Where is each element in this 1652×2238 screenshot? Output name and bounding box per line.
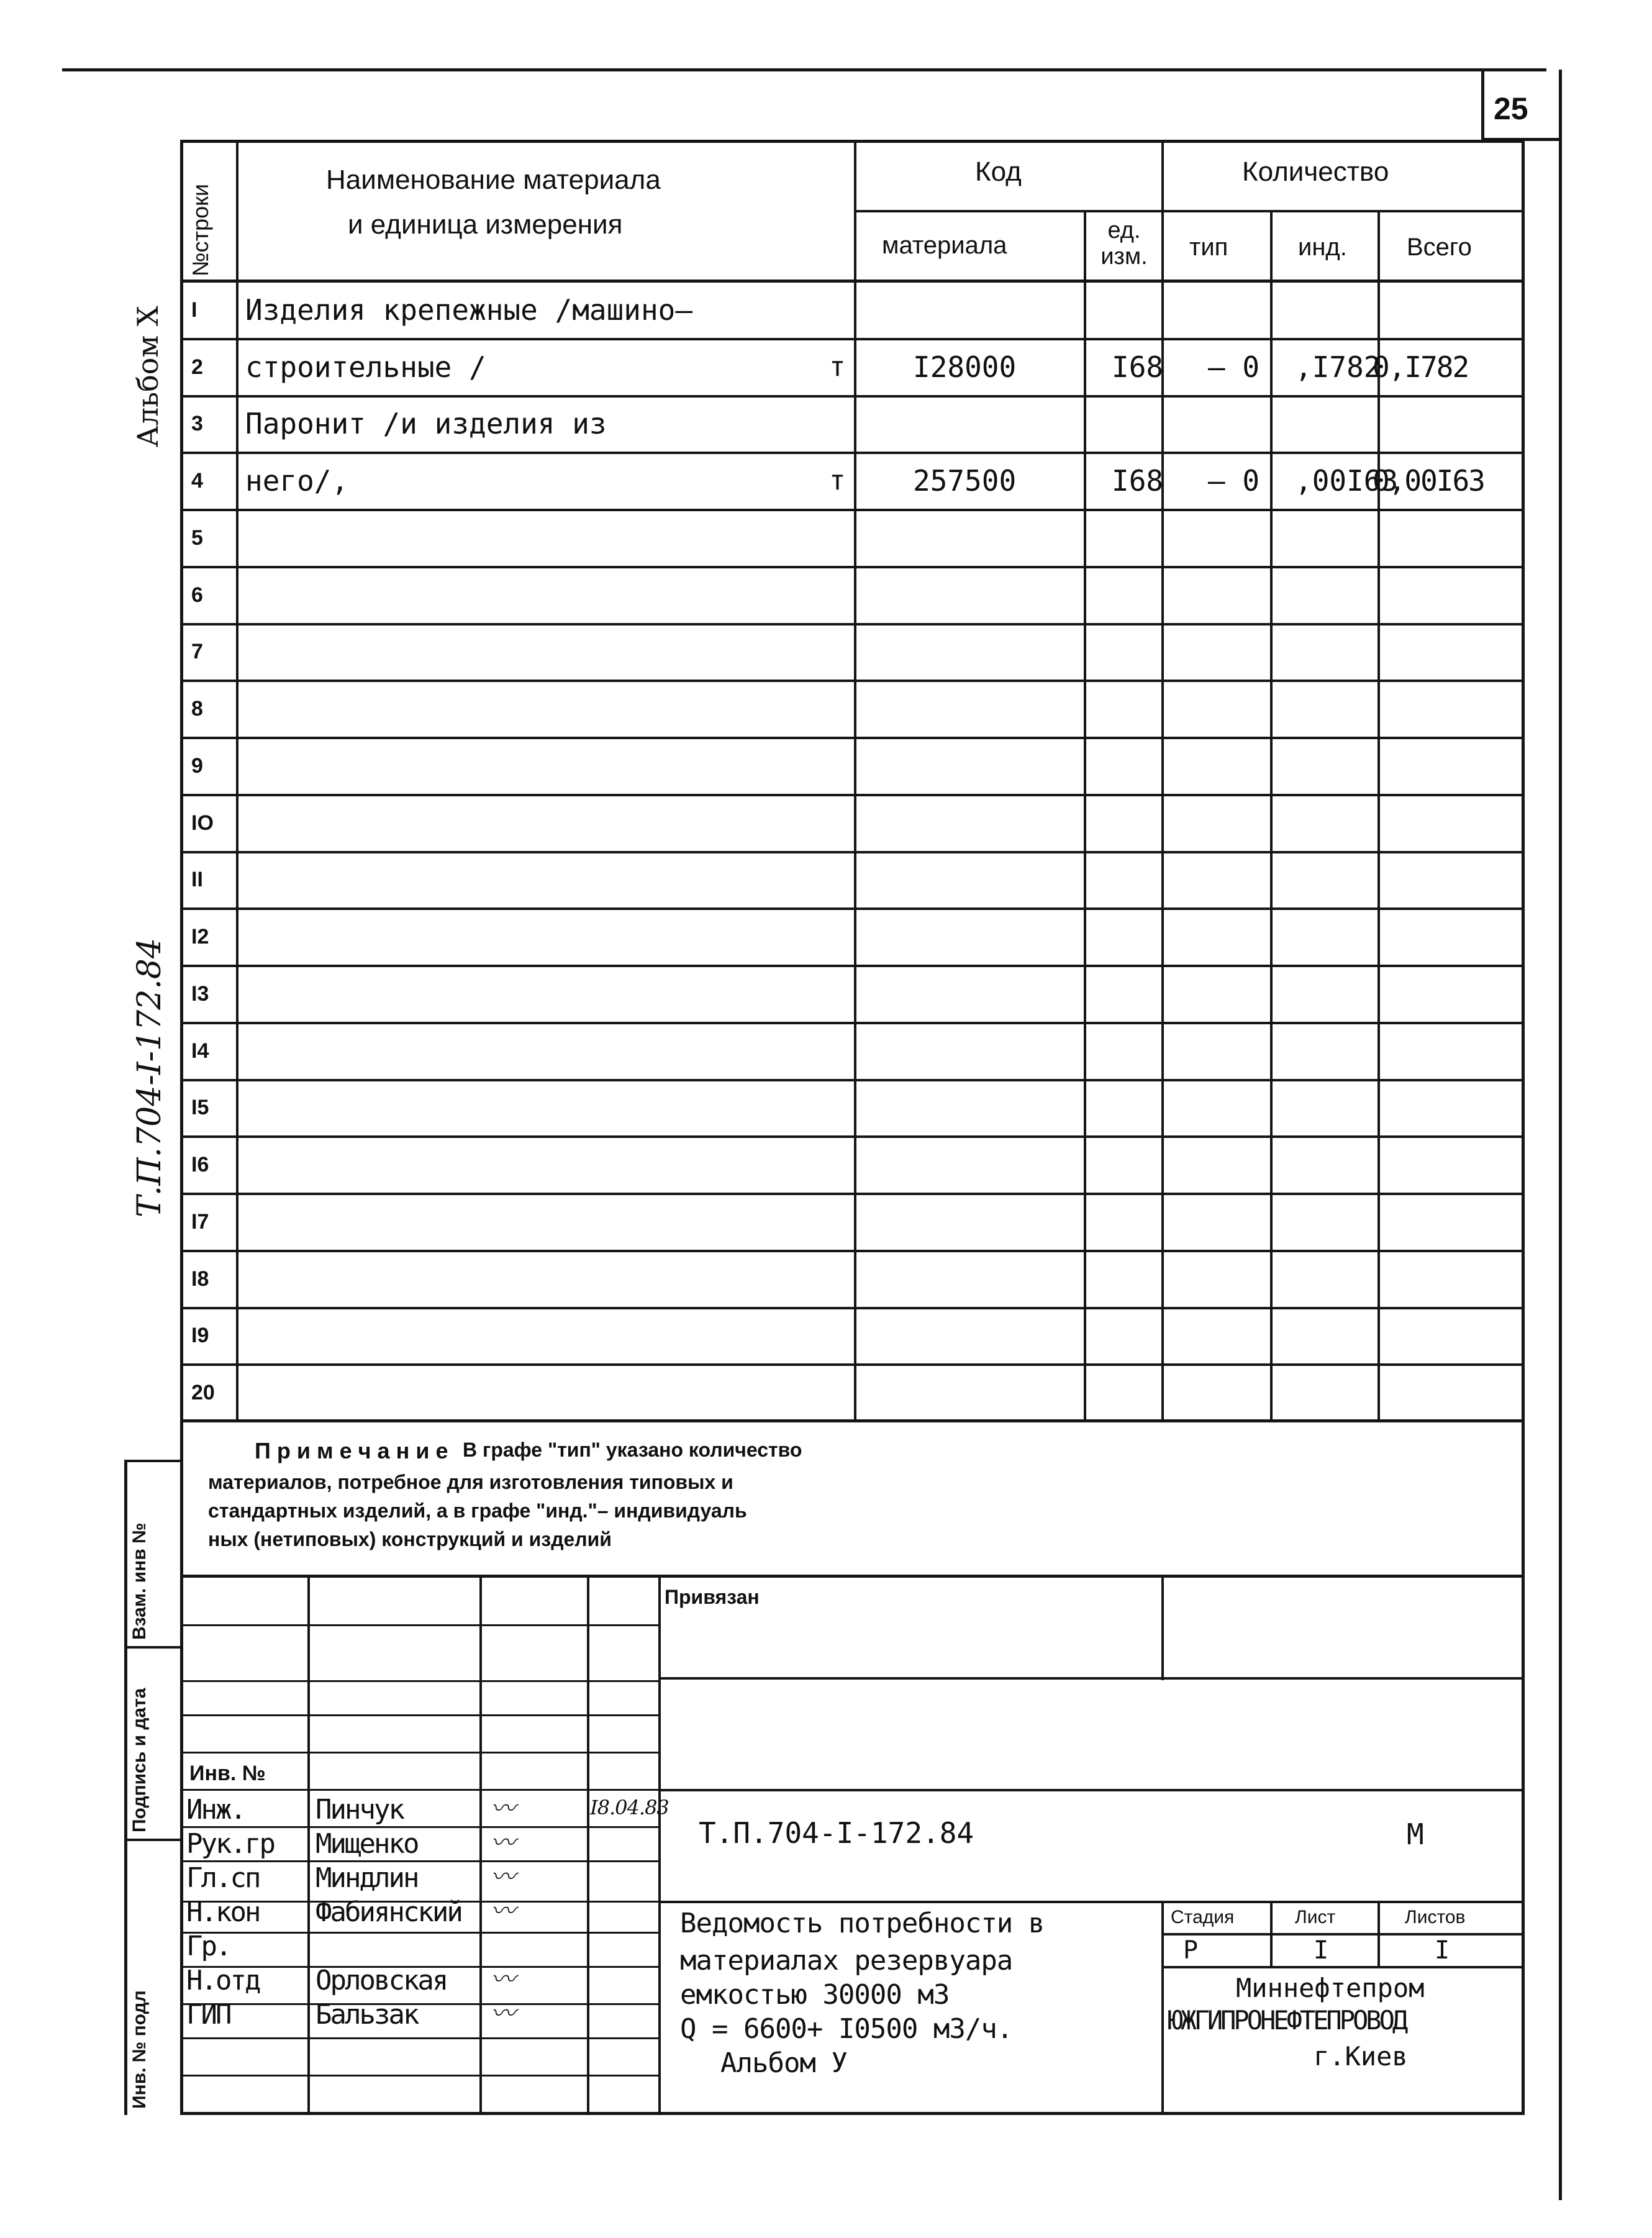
stamp-org-line3: г.Киев <box>1314 2041 1408 2072</box>
row-ind: ,I782 <box>1295 350 1381 384</box>
table-row <box>180 796 1525 853</box>
stamp-bound-bottom <box>658 1677 1525 1680</box>
signature-mark: 〰 <box>491 1863 515 1891</box>
stamp-stage-bottom <box>1161 1966 1525 1968</box>
header-quantity: Количество <box>1242 157 1389 187</box>
note-line3: стандартных изделий, а в графе "инд."– индивидуаль <box>208 1499 747 1522</box>
note-line4: ных (нетиповых) конструкций и изделий <box>208 1528 612 1550</box>
table-row <box>180 1309 1525 1366</box>
staff-date: I8.04.83 <box>590 1796 669 1819</box>
note-line2: материалов, потребное для изготовления типовых и <box>208 1471 733 1493</box>
doc-title-line: Ведомость потребности в <box>680 1908 1045 1939</box>
stamp-stage-mid <box>1161 1933 1525 1936</box>
stamp-top-line <box>180 1575 1525 1578</box>
stamp-row-line <box>180 1624 658 1626</box>
row-name: него/, <box>245 464 349 498</box>
row-number: 2 <box>191 355 203 379</box>
row-number: 5 <box>191 525 203 550</box>
page-number-box-left <box>1481 70 1484 141</box>
row-number: I3 <box>191 981 209 1006</box>
row-unit-code: I68 <box>1112 464 1164 498</box>
table-row <box>180 909 1525 967</box>
table-row <box>180 568 1525 625</box>
table-row <box>180 1137 1525 1194</box>
row-name: строительные / <box>245 350 486 384</box>
row-unit-code: I68 <box>1112 350 1164 384</box>
top-rule <box>62 68 1546 71</box>
stamp-row-line <box>180 1752 658 1754</box>
staff-role: Инж. <box>186 1794 245 1826</box>
row-number: I8 <box>191 1267 209 1291</box>
strip-line-1 <box>124 1646 183 1649</box>
stamp-inv-no: Инв. № <box>189 1762 266 1785</box>
table-row <box>180 453 1525 511</box>
row-name: Изделия крепежные /машино– <box>245 293 693 327</box>
strip-left-line <box>124 1460 127 2115</box>
header-code-material: материала <box>882 232 1007 259</box>
doc-title-line: Альбом У <box>720 2047 847 2079</box>
row-number: 8 <box>191 697 203 721</box>
stamp-org-line2: ЮЖГИПРОНЕФТЕПРОВОД <box>1168 2005 1406 2036</box>
staff-name: Бальзак <box>315 1999 418 2031</box>
table-row <box>180 397 1525 454</box>
stamp-sheets-label: Листов <box>1405 1907 1466 1927</box>
label-podpis: Подпись и дата <box>129 1688 150 1832</box>
staff-role: Гл.сп <box>186 1862 260 1894</box>
table-row <box>180 625 1525 682</box>
row-number: I <box>191 298 197 322</box>
row-number: I2 <box>191 925 209 949</box>
doc-title-line: Q = 6600+ I0500 м3/ч. <box>680 2013 1013 2045</box>
table-row <box>180 1024 1525 1081</box>
row-number: 4 <box>191 469 203 493</box>
stamp-stage-col1 <box>1270 1901 1273 1966</box>
table-row <box>180 967 1525 1024</box>
stamp-right-line <box>1522 1575 1525 2115</box>
table-row <box>180 1081 1525 1138</box>
stamp-stage-label: Стадия <box>1171 1907 1235 1927</box>
staff-name: Фабиянский <box>315 1896 461 1928</box>
side-album-label: Альбом X <box>131 306 165 447</box>
table-row <box>180 340 1525 397</box>
stamp-bound: Привязан <box>665 1586 760 1608</box>
row-number: II <box>191 868 203 892</box>
signature-mark: 〰 <box>491 1794 515 1823</box>
stamp-sheets: I <box>1435 1936 1450 1965</box>
staff-role: Гр. <box>186 1931 230 1962</box>
row-number: 20 <box>191 1381 215 1405</box>
stamp-sheet: I <box>1314 1936 1329 1965</box>
header-name-line2: и единица измерения <box>348 209 623 240</box>
row-material-code: 257500 <box>913 464 1017 498</box>
header-subline <box>854 210 1525 212</box>
stamp-row-line <box>180 2037 658 2039</box>
stamp-col-date <box>658 1575 661 2115</box>
signature-mark: 〰 <box>491 1829 515 1857</box>
row-number: 9 <box>191 753 203 778</box>
staff-role: Рук.гр <box>186 1828 274 1860</box>
staff-role: Н.кон <box>186 1896 260 1928</box>
signature-mark: 〰 <box>491 1965 515 1994</box>
stamp-col-bound <box>1161 1575 1164 1680</box>
stamp-bottom-line <box>180 2112 1525 2115</box>
label-inv-podl: Инв. № подл <box>129 1990 150 2109</box>
table-row <box>180 853 1525 910</box>
right-border <box>1559 70 1562 2200</box>
stamp-row-line <box>180 2075 658 2077</box>
stamp-left-line <box>180 1575 183 2115</box>
row-number: 7 <box>191 640 203 664</box>
stamp-sheet-label: Лист <box>1295 1907 1336 1927</box>
note-title: П р и м е ч а н и е <box>255 1438 448 1463</box>
row-type: – 0 <box>1208 464 1260 498</box>
row-number: I5 <box>191 1096 209 1120</box>
row-unit: т <box>829 350 846 383</box>
strip-line-2 <box>124 1839 183 1841</box>
stamp-stage: Р <box>1183 1936 1199 1965</box>
row-number: I4 <box>191 1039 209 1063</box>
table-row <box>180 511 1525 568</box>
row-number: 6 <box>191 583 203 607</box>
row-total: 0,I782 <box>1373 350 1469 384</box>
row-total: 0,00I63 <box>1373 464 1484 498</box>
header-name-line1: Наименование материала <box>326 165 661 195</box>
row-number: 3 <box>191 412 203 436</box>
staff-name: Миндлин <box>315 1862 418 1894</box>
page-number: 25 <box>1494 91 1528 126</box>
staff-role: ГИП <box>186 1999 230 2031</box>
stamp-row-line <box>180 1680 658 1682</box>
side-code-label: Т.П.704-I-172.84 <box>131 938 168 1217</box>
stamp-col-role <box>307 1575 310 2115</box>
row-name: Паронит /и изделия из <box>245 407 607 441</box>
staff-name: Мищенко <box>315 1828 418 1860</box>
strip-line-0 <box>124 1460 183 1462</box>
table-row <box>180 1365 1525 1422</box>
stamp-org-line1: Миннефтепром <box>1236 1973 1425 2003</box>
note-line1: В графе "тип" указано количество <box>463 1439 802 1461</box>
stamp-stage-col2 <box>1377 1901 1380 1966</box>
row-material-code: I28000 <box>913 350 1017 384</box>
doc-title-line: емкостью 30000 м3 <box>680 1979 950 2011</box>
table-row <box>180 739 1525 796</box>
header-q-ind: инд. <box>1298 234 1347 261</box>
row-unit: т <box>829 465 846 497</box>
table-row <box>180 681 1525 739</box>
header-row-no: №строки <box>188 183 213 276</box>
doc-title-line: материалах резервуара <box>680 1945 1013 1976</box>
label-vzam: Взам. инв № <box>129 1522 150 1640</box>
staff-role: Н.отд <box>186 1965 260 1996</box>
stamp-row-line <box>180 1932 658 1934</box>
stamp-row-line <box>180 1789 658 1791</box>
stamp-row-line <box>180 2003 658 2005</box>
staff-name: Орловская <box>315 1965 447 1996</box>
row-type: – 0 <box>1208 350 1260 384</box>
row-number: I6 <box>191 1153 209 1177</box>
stamp-col-name <box>479 1575 482 2115</box>
staff-name: Пинчук <box>315 1794 403 1826</box>
header-q-total: Всего <box>1407 234 1472 261</box>
table-row <box>180 1252 1525 1309</box>
stamp-doc-code: Т.П.704-I-172.84 <box>699 1816 974 1850</box>
stamp-col-sign <box>587 1575 589 2115</box>
row-number: I7 <box>191 1209 209 1234</box>
row-number: IO <box>191 811 214 835</box>
header-q-type: тип <box>1189 234 1228 261</box>
row-ind: ,00I63 <box>1295 464 1399 498</box>
table-row <box>180 1194 1525 1252</box>
stamp-code-bottom <box>658 1901 1525 1903</box>
stamp-letter: М <box>1407 1817 1424 1851</box>
table-row <box>180 283 1525 340</box>
row-number: I9 <box>191 1324 209 1348</box>
signature-mark: 〰 <box>491 1897 515 1926</box>
stamp-code-top <box>658 1789 1525 1791</box>
header-code: Код <box>975 157 1022 187</box>
header-code-unit: ед. изм. <box>1101 217 1148 270</box>
signature-mark: 〰 <box>491 1999 515 2028</box>
stamp-row-line <box>180 1714 658 1716</box>
